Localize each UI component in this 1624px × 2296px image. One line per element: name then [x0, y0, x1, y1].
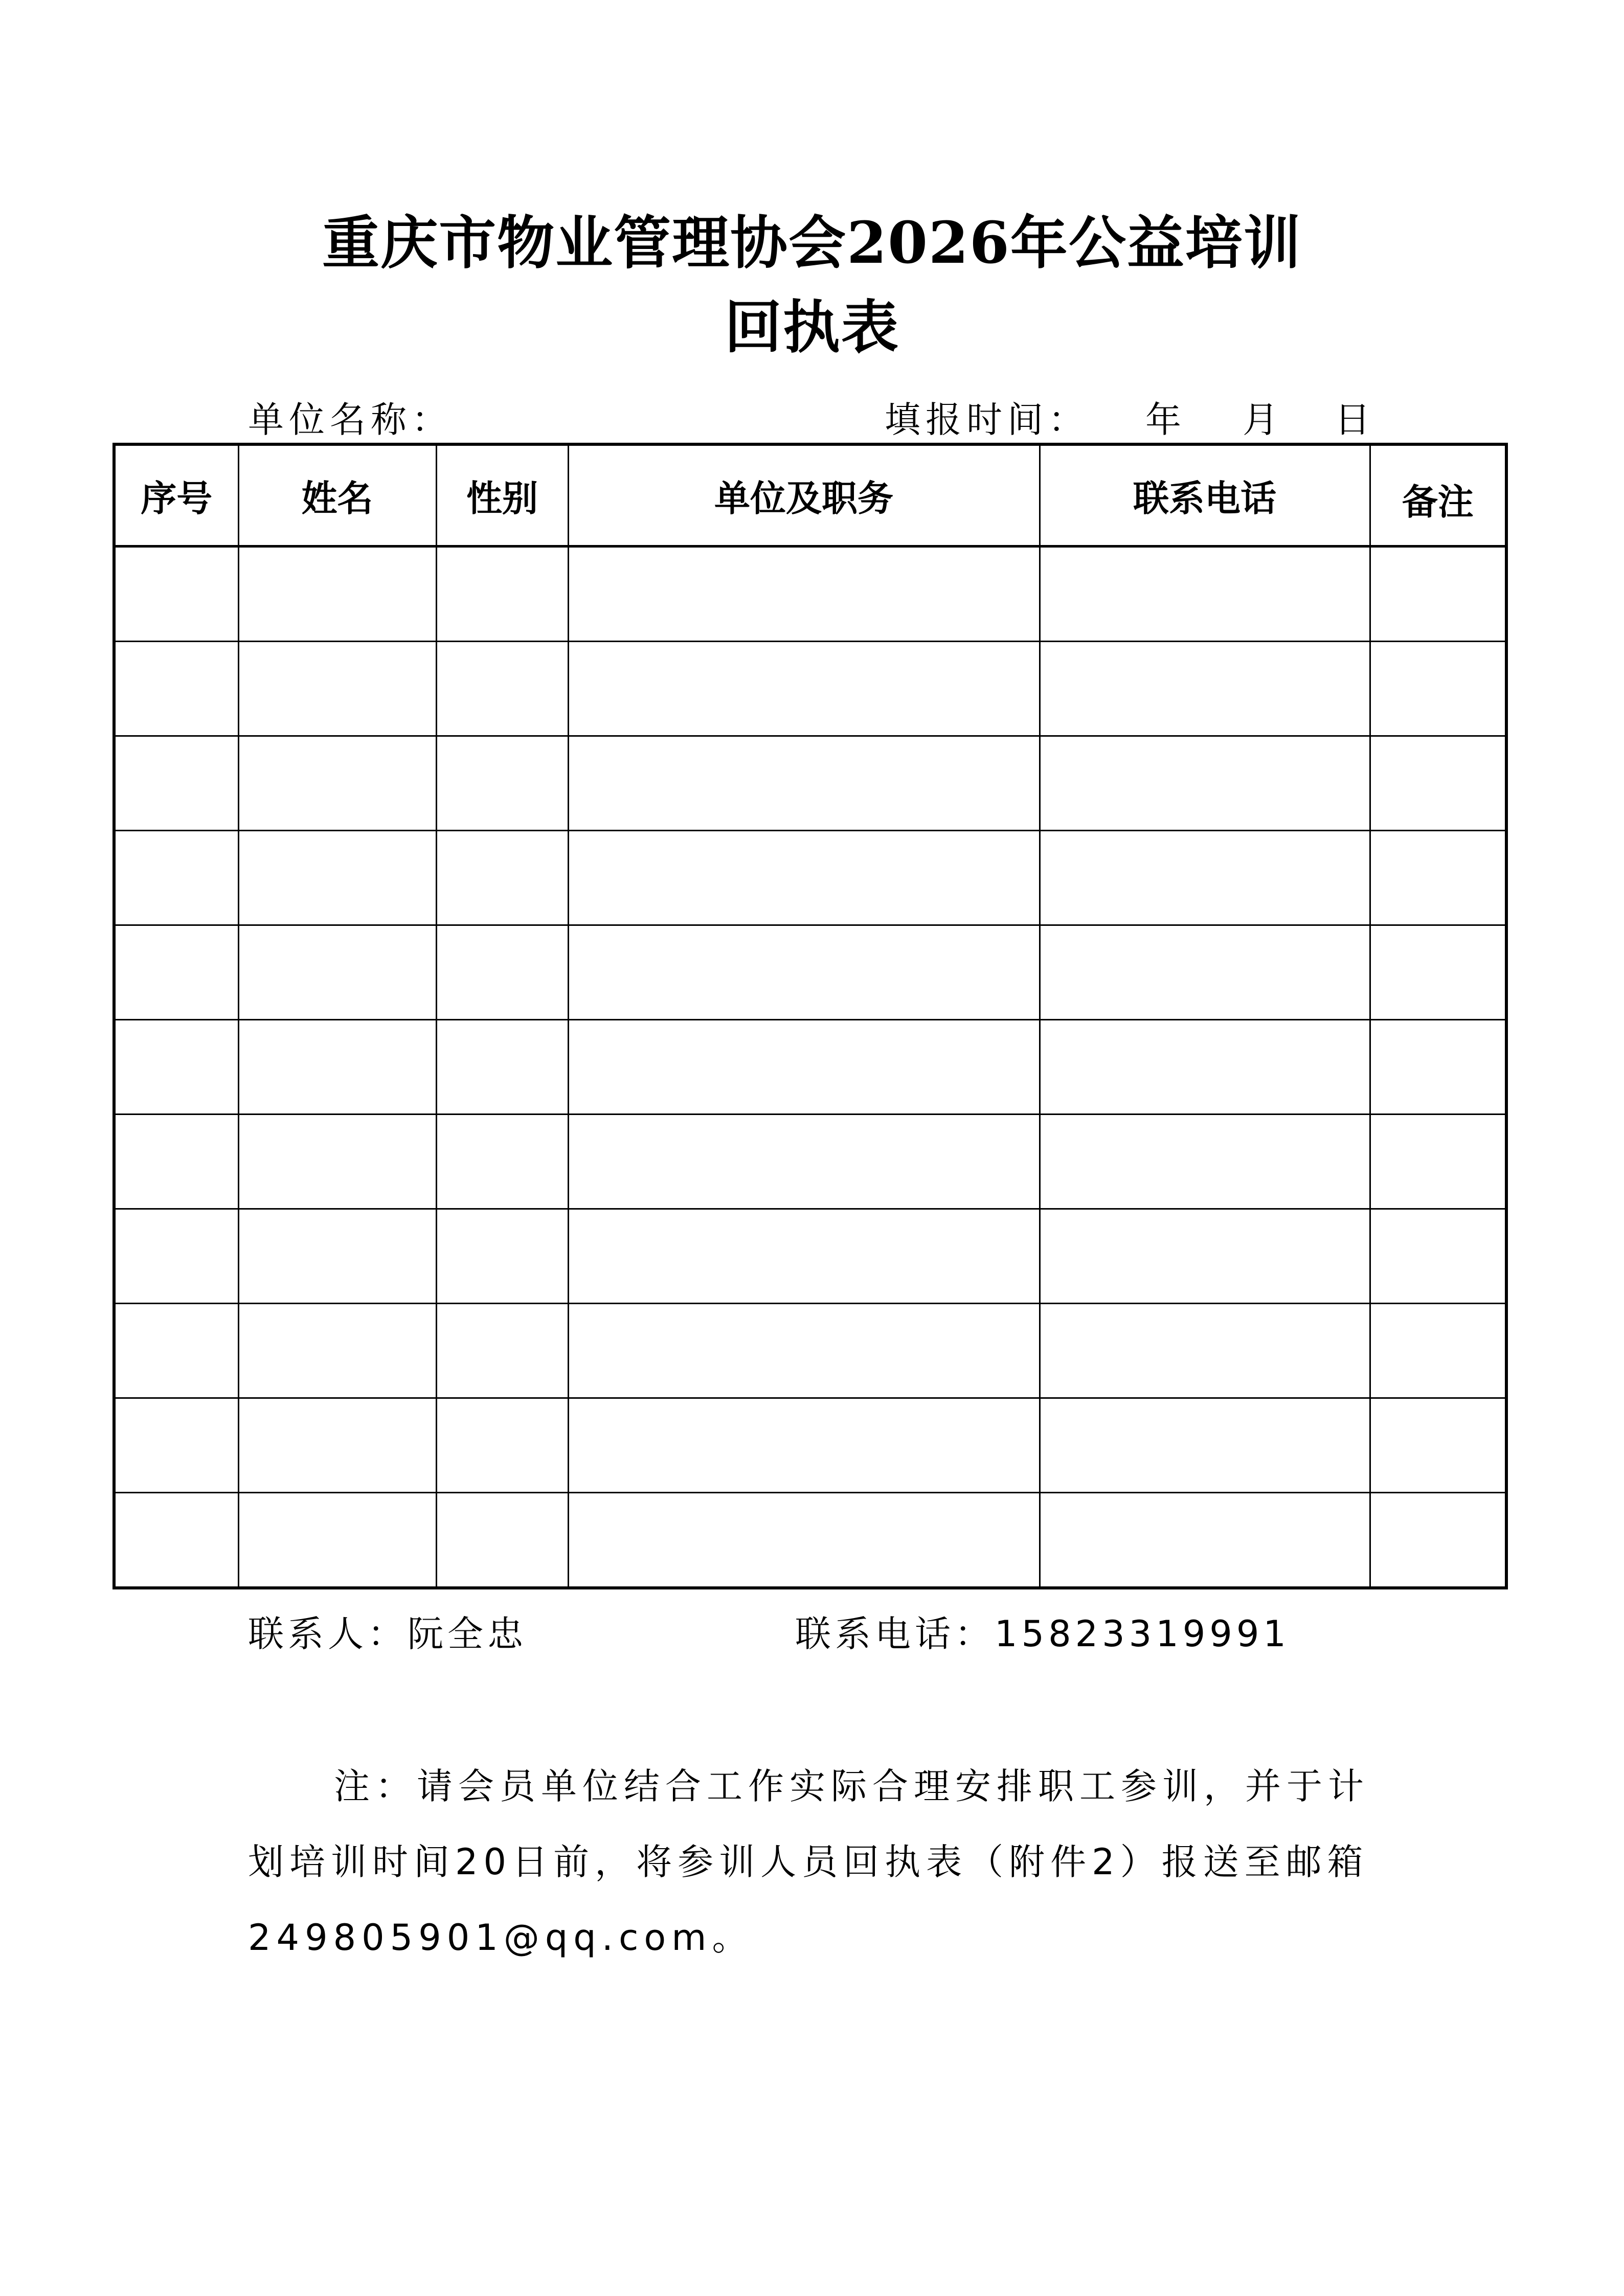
cell-name[interactable] — [238, 1209, 436, 1304]
cell-gender[interactable] — [436, 1209, 568, 1304]
table-row — [114, 547, 1506, 642]
cell-name[interactable] — [238, 736, 436, 831]
cell-serial[interactable] — [114, 1209, 238, 1304]
note-paragraph — [248, 1748, 1388, 1975]
cell-serial[interactable] — [114, 547, 238, 642]
registration-table — [112, 443, 1508, 1589]
cell-name[interactable] — [238, 925, 436, 1020]
cell-name[interactable] — [238, 547, 436, 642]
cell-serial[interactable] — [114, 1304, 238, 1398]
unit-name-label: 单位名称： — [248, 399, 453, 441]
cell-serial[interactable] — [114, 831, 238, 925]
note-text: 注：请会员单位结合工作实际合理安排职工参训，并于计划培训时间20日前，将参训人员回执表（附件2）报送至邮箱249805901@qq.com。 — [248, 1765, 1369, 1959]
cell-remarks[interactable] — [1370, 831, 1506, 925]
cell-unit-position[interactable] — [568, 1020, 1040, 1115]
fill-date-field[interactable] — [885, 391, 1375, 443]
cell-phone[interactable] — [1040, 831, 1370, 925]
cell-unit-position[interactable] — [568, 925, 1040, 1020]
cell-phone[interactable] — [1040, 1115, 1370, 1209]
cell-remarks[interactable] — [1370, 1115, 1506, 1209]
month-label: 月 — [1243, 399, 1283, 441]
cell-unit-position[interactable] — [568, 736, 1040, 831]
header-unit-position: 单位及职务 — [568, 444, 1040, 547]
table-row — [114, 831, 1506, 925]
cell-unit-position[interactable] — [568, 1493, 1040, 1588]
contact-phone-label: 联系电话： — [795, 1613, 995, 1655]
cell-unit-position[interactable] — [568, 1304, 1040, 1398]
cell-phone[interactable] — [1040, 642, 1370, 736]
document-subtitle: 回执表 — [725, 294, 899, 361]
cell-serial[interactable] — [114, 1020, 238, 1115]
cell-gender[interactable] — [436, 1493, 568, 1588]
header-remarks: 备注 — [1370, 444, 1506, 547]
header-phone: 联系电话 — [1040, 444, 1370, 547]
cell-remarks[interactable] — [1370, 1493, 1506, 1588]
cell-phone[interactable] — [1040, 1493, 1370, 1588]
cell-phone[interactable] — [1040, 736, 1370, 831]
table-row — [114, 1493, 1506, 1588]
table-row — [114, 925, 1506, 1020]
cell-unit-position[interactable] — [568, 1398, 1040, 1493]
cell-name[interactable] — [238, 642, 436, 736]
contact-phone — [795, 1605, 1290, 1657]
contact-phone-number: 15823319991 — [995, 1613, 1290, 1655]
table-header-row — [114, 444, 1506, 547]
cell-gender[interactable] — [436, 1304, 568, 1398]
cell-name[interactable] — [238, 831, 436, 925]
cell-serial[interactable] — [114, 1493, 238, 1588]
cell-serial[interactable] — [114, 925, 238, 1020]
cell-serial[interactable] — [114, 642, 238, 736]
table-row — [114, 1304, 1506, 1398]
cell-unit-position[interactable] — [568, 831, 1040, 925]
day-label: 日 — [1335, 399, 1375, 441]
document-title: 重庆市物业管理协会2026年公益培训 — [322, 210, 1302, 277]
cell-gender[interactable] — [436, 831, 568, 925]
header-name: 姓名 — [238, 444, 436, 547]
cell-phone[interactable] — [1040, 1304, 1370, 1398]
cell-name[interactable] — [238, 1020, 436, 1115]
cell-unit-position[interactable] — [568, 642, 1040, 736]
cell-phone[interactable] — [1040, 1209, 1370, 1304]
table-row — [114, 1209, 1506, 1304]
cell-serial[interactable] — [114, 736, 238, 831]
cell-gender[interactable] — [436, 736, 568, 831]
cell-unit-position[interactable] — [568, 1209, 1040, 1304]
cell-name[interactable] — [238, 1115, 436, 1209]
cell-gender[interactable] — [436, 1115, 568, 1209]
cell-gender[interactable] — [436, 925, 568, 1020]
cell-remarks[interactable] — [1370, 547, 1506, 642]
cell-name[interactable] — [238, 1493, 436, 1588]
cell-remarks[interactable] — [1370, 736, 1506, 831]
cell-remarks[interactable] — [1370, 1398, 1506, 1493]
table-row — [114, 1398, 1506, 1493]
contact-person-name: 阮全忠 — [408, 1613, 527, 1655]
cell-serial[interactable] — [114, 1115, 238, 1209]
table-row — [114, 1020, 1506, 1115]
cell-remarks[interactable] — [1370, 1209, 1506, 1304]
cell-remarks[interactable] — [1370, 1020, 1506, 1115]
table-row — [114, 642, 1506, 736]
unit-name-field[interactable] — [248, 391, 453, 443]
cell-gender[interactable] — [436, 642, 568, 736]
cell-unit-position[interactable] — [568, 1115, 1040, 1209]
cell-serial[interactable] — [114, 1398, 238, 1493]
table-row — [114, 736, 1506, 831]
cell-phone[interactable] — [1040, 547, 1370, 642]
cell-gender[interactable] — [436, 1398, 568, 1493]
cell-name[interactable] — [238, 1304, 436, 1398]
fill-date-label: 填报时间： — [885, 399, 1089, 441]
header-serial: 序号 — [114, 444, 238, 547]
cell-name[interactable] — [238, 1398, 436, 1493]
cell-gender[interactable] — [436, 547, 568, 642]
cell-remarks[interactable] — [1370, 1304, 1506, 1398]
header-gender: 性别 — [436, 444, 568, 547]
cell-gender[interactable] — [436, 1020, 568, 1115]
cell-remarks[interactable] — [1370, 642, 1506, 736]
table-row — [114, 1115, 1506, 1209]
cell-remarks[interactable] — [1370, 925, 1506, 1020]
cell-unit-position[interactable] — [568, 547, 1040, 642]
cell-phone[interactable] — [1040, 1398, 1370, 1493]
year-label: 年 — [1145, 399, 1186, 441]
cell-phone[interactable] — [1040, 925, 1370, 1020]
contact-person — [248, 1605, 527, 1657]
contact-person-label: 联系人： — [248, 1613, 408, 1655]
cell-phone[interactable] — [1040, 1020, 1370, 1115]
